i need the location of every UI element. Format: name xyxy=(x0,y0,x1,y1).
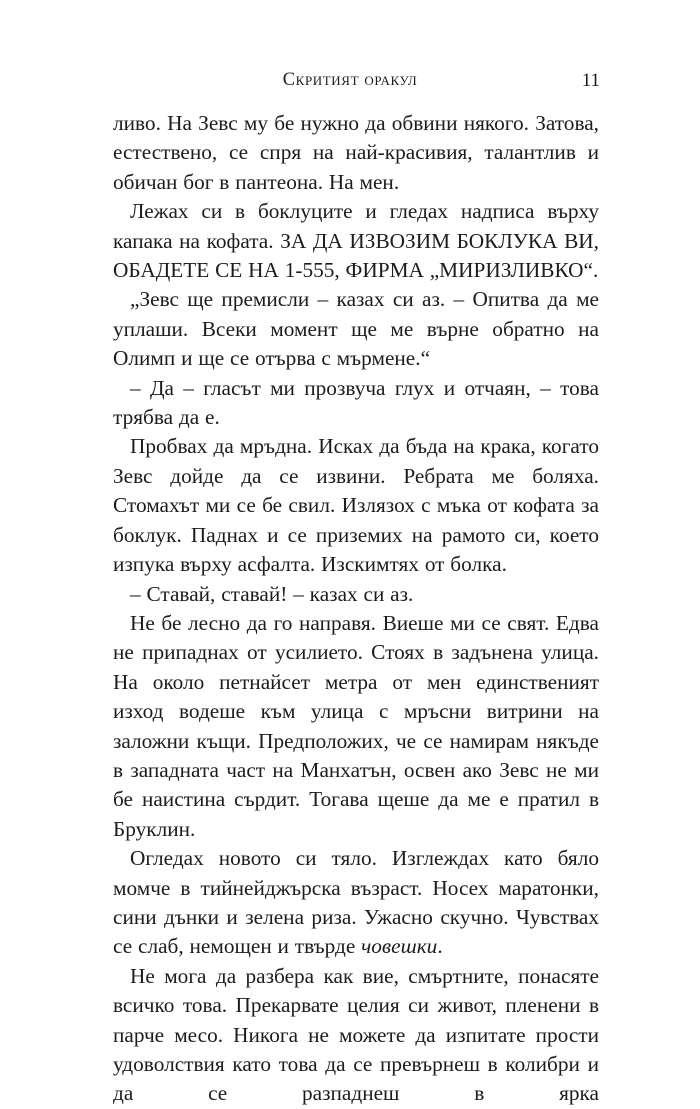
running-title: Скритият оракул xyxy=(282,70,418,90)
emphasized-word: човешки xyxy=(361,934,438,959)
paragraph: „Зевс ще премисли – казах си аз. – Опитва да ме уплаши. Всеки момент ще ме върне обратно на Олимп и ще се отърва с мърмене.“ xyxy=(113,287,599,371)
paragraph-text: Огледах новото си тяло. Изглеждах като бяло момче в тийнейджърска възраст. Носех маратонки, сини дънки и зелена риза. Ужасно скучно. Чувствах се слаб, немощен и твърде xyxy=(113,846,599,959)
paragraph: Лежах си в боклуците и гледах надписа върху капака на кофата. ЗА ДА ИЗВОЗИМ БОКЛУКА ВИ, ОБАДЕТЕ СЕ НА 1-555, ФИРМА „МИРИЗЛИВКО“. xyxy=(113,199,599,283)
paragraph-text: . xyxy=(437,934,443,959)
paragraph: Не мога да разбера как вие, смъртните, понасяте всичко това. Прекарвате целия си живот, пленени в парче месо. Никога не можете да изпитате прости удоволствия като това да се превърнеш в колибри и да се разпаднеш в ярка xyxy=(113,963,599,1106)
paragraph: Не бе лесно да го направя. Виеше ми се свят. Едва не припаднах от усилието. Стоях в задънена улица. На около петнайсет метра от мен единственият изход водеше към улица с мръсни витрини на заложни къщи. Предположих, че се намирам някъде в западната част на Манхатън, освен ако Зевс не ми бе наистина сърдит. Тогава щеше да ме е пратил в Бруклин. xyxy=(113,610,599,841)
paragraph: Пробвах да мръдна. Исках да бъда на крака, когато Зевс дойде да се извини. Ребрата ме боляха. Стомахът ми се бе свил. Излязох с мъка от кофата за боклук. Паднах и се приземих на рамото си, което изпука върху асфалта. Изскимтях от болка. xyxy=(113,434,599,577)
paragraph xyxy=(113,844,599,962)
paragraph: – Ставай, ставай! – казах си аз. xyxy=(130,581,414,606)
paragraph: – Да – гласът ми прозвуча глух и отчаян, – това трябва да е. xyxy=(113,375,599,430)
page-number: 11 xyxy=(581,70,600,91)
paragraph: ливо. На Зевс му бе нужно да обвини някого. Затова, естествено, се спря на най-красивия, талантлив и обичан бог в пантеона. На мен. xyxy=(113,111,599,194)
body-text xyxy=(113,109,599,1109)
